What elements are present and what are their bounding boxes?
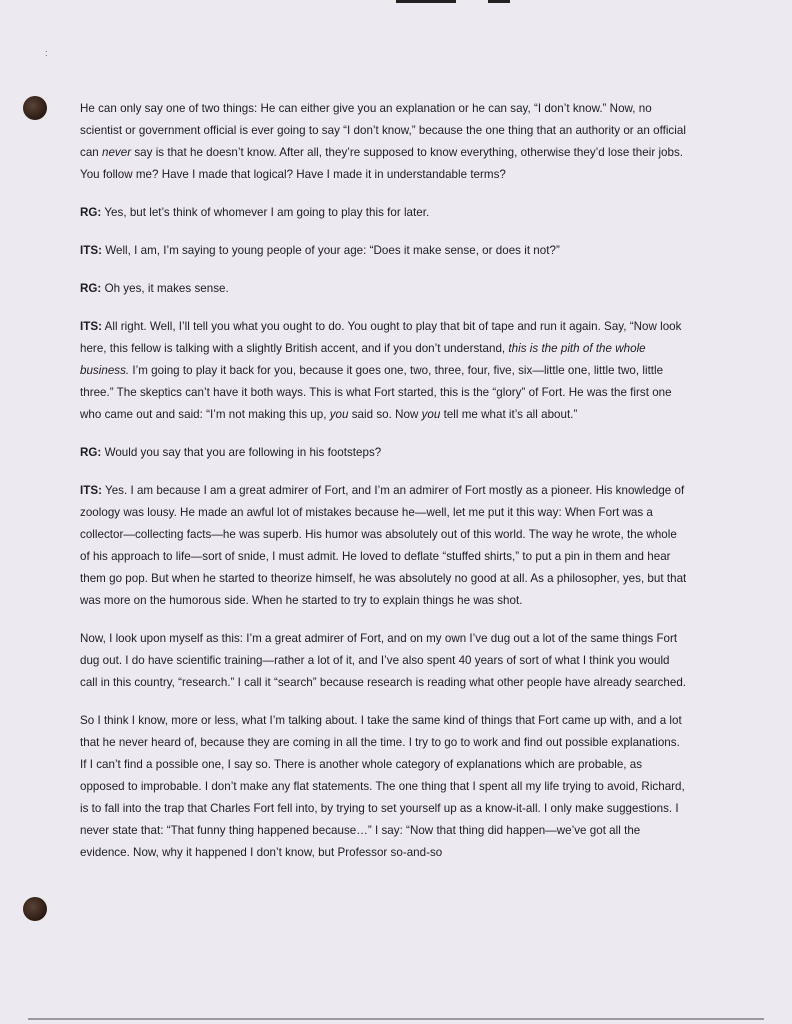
paragraph-text: All right. Well, I’ll tell you what you ought to do. You ought to play that bit of tape and run it again. Say, “Now look here, this fellow is talking with a slightly British accent, and if you don’t understand, bbox=[80, 320, 682, 355]
transcript-paragraph bbox=[80, 480, 688, 612]
top-edge-mark bbox=[396, 0, 456, 3]
speaker-label: RG: bbox=[80, 446, 102, 459]
paragraph-text: Well, I am, I’m saying to young people of your age: “Does it make sense, or does it not?” bbox=[105, 244, 560, 257]
paragraph-text: So I think I know, more or less, what I’m talking about. I take the same kind of things that Fort came up with, and a lot that he never heard of, because they are coming in all the time. I try to go to work and find out possible explanations. If I can’t find a possible one, I say so. There is another whole category of explanations which are probable, as opposed to improbable. I don’t make any flat statements. The one thing that I spent all my life trying to avoid, Richard, is to fall into the trap that Charles Fort fell into, by trying to set yourself up as a know-it-all. I only make suggestions. I never state that: “That funny thing happened because…” I say: “Now that thing did happen—we’ve got all the evidence. Now, why it happened I don’t know, but Professor so-and-so bbox=[80, 714, 685, 859]
transcript-paragraph bbox=[80, 710, 688, 864]
transcript-paragraph bbox=[80, 278, 688, 300]
transcript-paragraph bbox=[80, 202, 688, 224]
speaker-label: ITS: bbox=[80, 244, 102, 257]
paragraph-text: Yes, but let’s think of whomever I am going to play this for later. bbox=[104, 206, 430, 219]
italic-text: never bbox=[102, 146, 132, 159]
transcript-paragraph bbox=[80, 98, 688, 186]
paragraph-text: Would you say that you are following in his footsteps? bbox=[104, 446, 382, 459]
paragraph-text: Yes. I am because I am a great admirer of Fort, and I’m an admirer of Fort mostly as a pioneer. His knowledge of zoology was lousy. He made an awful lot of mistakes because he—well, let me put it this way: When Fort was a collector—collecting facts—he was superb. His humor was absolutely out of this world. The way he wrote, the whole of his approach to life—sort of snide, I must admit. He loved to deflate “stuffed shirts,” to put a pin in them and hear them go pop. But when he started to theorize himself, he was absolutely no good at all. As a philosopher, yes, but that was more on the humorous side. When he started to try to explain things he was shot. bbox=[80, 484, 687, 607]
bottom-edge bbox=[28, 1018, 764, 1020]
italic-text: this is the pith of the whole business. bbox=[80, 342, 646, 377]
speaker-label: ITS: bbox=[80, 484, 102, 497]
paper-speck: : bbox=[45, 48, 48, 58]
paragraph-text: He can only say one of two things: He can either give you an explanation or he can say, “I don’t know.” Now, no scientist or government official is ever going to say “I don’t know,” because the one thing that an authority or an official can bbox=[80, 102, 686, 159]
paragraph-text: said so. Now bbox=[348, 408, 422, 421]
transcript-paragraph bbox=[80, 628, 688, 694]
paragraph-text: tell me what it’s all about.” bbox=[440, 408, 578, 421]
italic-text: you bbox=[421, 408, 441, 421]
punch-hole-icon bbox=[23, 897, 47, 921]
transcript-paragraph bbox=[80, 240, 688, 262]
transcript-body bbox=[80, 98, 688, 880]
paragraph-text: I’m going to play it back for you, because it goes one, two, three, four, five, six—little one, little two, little three.” The skeptics can’t have it both ways. This is what Fort started, this is the “glory” of Fort. He was the first one who came out and said: “I’m not making this up, bbox=[80, 364, 672, 421]
paragraph-text: Oh yes, it makes sense. bbox=[104, 282, 229, 295]
punch-hole-icon bbox=[23, 96, 47, 120]
speaker-label: ITS: bbox=[80, 320, 102, 333]
italic-text: you bbox=[329, 408, 349, 421]
paragraph-text: say is that he doesn’t know. After all, they’re supposed to know everything, otherwise they’d lose their jobs. You follow me? Have I made that logical? Have I made it in understandable terms? bbox=[80, 146, 684, 181]
transcript-paragraph bbox=[80, 442, 688, 464]
paragraph-text: Now, I look upon myself as this: I’m a great admirer of Fort, and on my own I’ve dug out a lot of the same things Fort dug out. I do have scientific training—rather a lot of it, and I’ve also spent 40 years of sort of what I think you would call in this country, “research.” I call it “search” because research is reading what other people have already searched. bbox=[80, 632, 687, 689]
speaker-label: RG: bbox=[80, 282, 102, 295]
transcript-paragraph bbox=[80, 316, 688, 426]
top-edge-mark bbox=[488, 0, 510, 3]
speaker-label: RG: bbox=[80, 206, 102, 219]
